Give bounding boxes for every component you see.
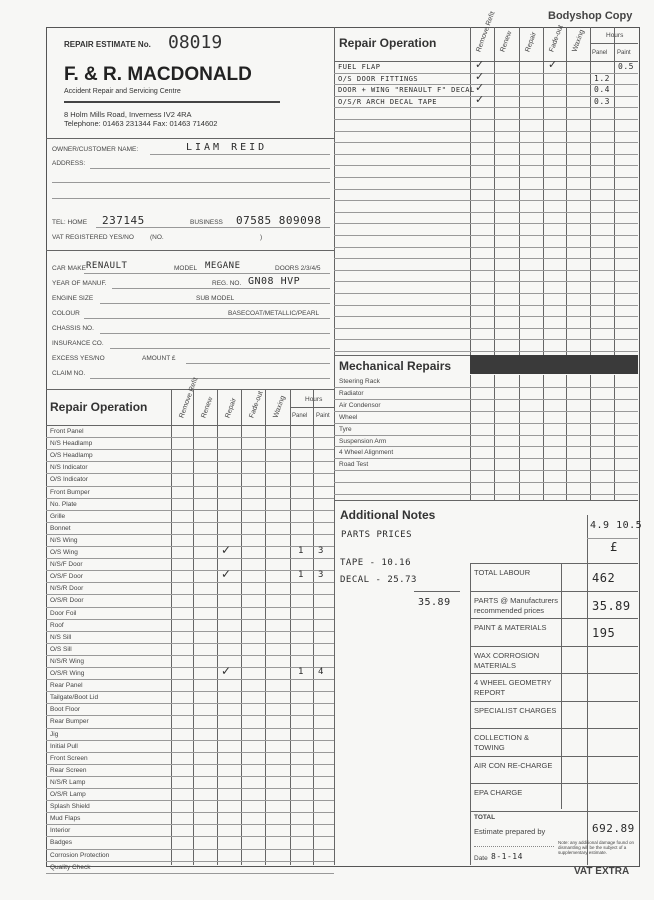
left-row-label: O/S Headlamp	[50, 452, 93, 460]
totals-label: PARTS @ Manufacturers recommended prices	[474, 595, 559, 615]
owner-line	[150, 154, 330, 155]
make-value[interactable]: RENAULT	[86, 261, 128, 271]
left-row-label: Splash Shield	[50, 803, 90, 811]
right-col-header-waxing: Waxing	[571, 28, 586, 53]
left-row-label: N/S Headlamp	[50, 440, 93, 448]
totals-left-border	[470, 563, 471, 865]
mech-row-line	[334, 494, 638, 495]
mech-row-line	[334, 470, 638, 471]
left-row-line	[46, 776, 334, 777]
totals-row-line	[470, 756, 638, 757]
left-row-line	[46, 437, 334, 438]
right-paint-header: Paint	[617, 50, 631, 56]
right-row-line	[334, 84, 638, 85]
left-row-label: N/S Indicator	[50, 464, 88, 472]
left-hours-divider	[290, 407, 334, 408]
left-row-label: Roof	[50, 621, 64, 629]
left-row-line	[46, 498, 334, 499]
left-col-header-remove: Remove Refit	[178, 376, 200, 419]
left-row-label: Interior	[50, 827, 71, 835]
claim-label: CLAIM NO.	[52, 370, 86, 377]
notes-parts-prices: PARTS PRICES	[341, 530, 413, 540]
vat-label: VAT REGISTERED YES/NO	[52, 234, 134, 241]
mech-row-line	[334, 399, 638, 400]
left-col-header-waxing: Waxing	[272, 394, 287, 419]
left-row-panel: 1	[298, 570, 304, 581]
left-row-label: Bonnet	[50, 524, 71, 532]
left-row-line	[46, 631, 334, 632]
left-row-label: N/S/R Door	[50, 585, 84, 593]
right-row-remove-tick: ✓	[475, 93, 485, 106]
mech-row-label: Steering Rack	[339, 378, 380, 385]
final-total-label: TOTAL	[474, 814, 496, 821]
prepared-label: Estimate prepared by	[474, 827, 546, 836]
right-row-remove-tick: ✓	[475, 59, 485, 71]
totals-top	[470, 563, 638, 564]
totals-label: PAINT & MATERIALS	[474, 623, 547, 632]
excess-label: EXCESS YES/NO	[52, 355, 105, 362]
totals-label: COLLECTION & TOWING	[474, 733, 530, 752]
left-row-label: O/S Sill	[50, 645, 72, 653]
company-divider	[46, 138, 334, 139]
final-total-value: 692.89	[592, 822, 635, 835]
left-row-line	[46, 764, 334, 765]
right-row-line	[334, 339, 638, 340]
right-col-header-remove: Remove Refit	[475, 10, 497, 53]
left-row-panel: 1	[298, 667, 304, 677]
right-row-line	[334, 177, 638, 178]
left-row-line	[46, 582, 334, 583]
right-row-line	[334, 316, 638, 317]
year-line	[112, 288, 330, 289]
vat-no: (NO.	[150, 234, 164, 241]
right-row-line	[334, 107, 638, 108]
right-row-hours: 1.2	[594, 73, 610, 83]
left-row-label: Front Screen	[50, 754, 88, 762]
claim-line	[90, 378, 330, 379]
totals-label: TOTAL LABOUR	[474, 568, 531, 577]
insurance-line	[110, 348, 330, 349]
make-label: CAR MAKE	[52, 265, 86, 272]
right-row-hours: 0.3	[594, 96, 610, 106]
left-row-line	[46, 473, 334, 474]
left-row-paint: 3	[318, 546, 324, 556]
address-line-3	[52, 198, 330, 199]
left-row-label: Boot Floor	[50, 706, 80, 714]
totals-row-line	[470, 673, 638, 674]
make-line	[84, 273, 330, 274]
amount-label: AMOUNT £	[142, 355, 176, 362]
right-row-line	[334, 142, 638, 143]
left-row-line	[46, 522, 334, 523]
right-row-line	[334, 212, 638, 213]
right-row-line	[334, 96, 638, 97]
right-col-header-repair: Repair	[524, 31, 539, 53]
left-row-line	[46, 546, 334, 547]
left-row-paint: 3	[318, 570, 324, 581]
left-row-line	[46, 836, 334, 837]
mech-row-label: Suspension Arm	[339, 437, 387, 445]
date-label: Date	[474, 855, 488, 862]
chassis-label: CHASSIS NO.	[52, 325, 94, 332]
left-row-label: No. Plate	[50, 500, 77, 508]
customer-divider	[46, 250, 334, 251]
right-row-line	[334, 351, 638, 352]
prepared-dots	[474, 846, 554, 847]
mech-row-label: Road Test	[339, 461, 369, 469]
left-row-label: Door Foil	[50, 609, 77, 617]
left-row-label: N/S/R Lamp	[50, 778, 86, 786]
right-col-header-fadeout: Fade-out	[548, 24, 565, 53]
left-row-line	[46, 461, 334, 462]
right-row-remove-tick: ✓	[475, 70, 485, 83]
pound-sign: £	[610, 540, 618, 554]
totals-row-line	[470, 646, 638, 647]
left-panel-header: Panel	[292, 413, 308, 419]
left-row-label: N/S Wing	[50, 536, 78, 544]
mech-row-line	[334, 411, 638, 412]
right-row-text[interactable]: O/S/R ARCH DECAL TAPE	[338, 97, 438, 106]
left-row-line	[46, 788, 334, 789]
left-ops-title: Repair Operation	[50, 400, 148, 414]
totals-row-line	[470, 591, 638, 592]
right-ops-title: Repair Operation	[339, 36, 437, 50]
company-address: 8 Holm Mills Road, Inverness IV2 4RA	[64, 110, 192, 119]
left-row-label: Rear Screen	[50, 766, 87, 774]
left-row-label: Jig	[50, 730, 59, 738]
address-label: ADDRESS:	[52, 160, 86, 167]
vat-close: )	[260, 234, 263, 241]
left-row-label: Rear Bumper	[50, 718, 89, 726]
mech-row-line	[334, 482, 638, 483]
right-row-line	[334, 258, 638, 259]
business-label: BUSINESS	[190, 219, 223, 226]
left-row-line	[46, 594, 334, 595]
left-row-label: O/S/R Wing	[50, 670, 85, 677]
notes-row-line	[587, 538, 638, 539]
business-value[interactable]: 07585 809098	[236, 214, 322, 227]
mech-row-line	[334, 458, 638, 459]
mech-row-line	[334, 435, 638, 436]
address-line-1	[90, 168, 330, 169]
totals-value-border	[587, 515, 588, 865]
left-row-label: Mud Flaps	[50, 815, 81, 823]
tel-home-label: TEL: HOME	[52, 219, 88, 226]
company-tagline: Accident Repair and Servicing Centre	[64, 88, 181, 95]
mech-bottom	[334, 500, 638, 501]
model-label: MODEL	[174, 265, 198, 272]
right-row-hours: 0.5	[618, 62, 634, 71]
excess-line	[186, 363, 330, 364]
left-row-line	[46, 740, 334, 741]
model-value[interactable]: MEGANE	[205, 261, 241, 271]
right-hours-header: Hours	[606, 32, 624, 39]
left-row-line	[46, 679, 334, 680]
right-row-line	[334, 328, 638, 329]
left-row-line	[46, 800, 334, 801]
notes-sum: 35.89	[418, 597, 451, 608]
left-row-line	[46, 715, 334, 716]
left-row-line	[46, 728, 334, 729]
totals-value: 462	[592, 571, 616, 585]
submodel-label: SUB MODEL	[196, 295, 235, 302]
left-row-label: N/S Sill	[50, 633, 72, 641]
owner-label: OWNER/CUSTOMER NAME:	[52, 146, 139, 153]
left-row-paint: 4	[318, 667, 324, 677]
mech-row-line	[334, 446, 638, 447]
totals-row-line	[470, 618, 638, 619]
right-row-line	[334, 154, 638, 155]
left-row-line	[46, 861, 334, 862]
totals-value: 195	[592, 626, 616, 640]
notes-tape: TAPE - 10.16	[340, 558, 412, 568]
left-col-header-fadeout: Fade-out	[248, 390, 265, 419]
right-row-line	[334, 235, 638, 236]
left-row-line	[46, 619, 334, 620]
left-row-label: Initial Pull	[50, 742, 78, 750]
left-row-line	[46, 691, 334, 692]
left-row-label: O/S Wing	[50, 549, 78, 556]
left-col-header-repair: Repair	[224, 397, 239, 419]
totals-row-line	[470, 728, 638, 729]
chassis-line	[100, 333, 330, 334]
right-row-hours: 0.4	[594, 85, 610, 95]
left-row-panel: 1	[298, 546, 304, 556]
right-row-line	[334, 270, 638, 271]
right-col-line	[614, 27, 615, 355]
hours-total: 4.9 10.5	[590, 520, 643, 531]
totals-label: SPECIALIST CHARGES	[474, 705, 557, 715]
totals-inner-border	[561, 563, 562, 809]
estimate-number: 08019	[168, 32, 223, 53]
totals-row-line	[470, 783, 638, 784]
mech-row-label: Tyre	[339, 425, 352, 433]
left-row-line	[46, 655, 334, 656]
right-row-line	[334, 223, 638, 224]
engine-line	[100, 303, 330, 304]
right-row-text[interactable]: FUEL FLAP	[338, 63, 381, 71]
totals-label: WAX CORROSION MATERIALS	[474, 650, 540, 670]
left-row-line	[46, 873, 334, 874]
right-row-text[interactable]: O/S DOOR FITTINGS	[338, 74, 419, 83]
left-row-repair-tick: ✓	[221, 543, 232, 557]
colour-label: COLOUR	[52, 310, 80, 317]
left-row-label: Tailgate/Boot Lid	[50, 694, 99, 702]
right-row-fadeout-tick: ✓	[548, 59, 558, 71]
right-col-line	[494, 27, 495, 355]
left-row-label: O/S Indicator	[50, 476, 88, 484]
left-row-line	[46, 486, 334, 487]
left-row-line	[46, 667, 334, 668]
reg-value[interactable]: GN08 HVP	[248, 276, 301, 287]
left-row-label: Front Bumper	[50, 488, 90, 496]
left-row-label: O/S/F Door	[50, 573, 83, 581]
right-row-line	[334, 247, 638, 248]
reg-label: REG. NO.	[212, 280, 242, 287]
left-row-repair-tick: ✓	[221, 664, 232, 678]
totals-value: 35.89	[592, 598, 631, 613]
notes-sum-line	[414, 591, 460, 592]
mech-row-label: Wheel	[339, 413, 358, 421]
right-row-line	[334, 305, 638, 306]
mech-title: Mechanical Repairs	[339, 359, 452, 373]
right-row-line	[334, 200, 638, 201]
left-ops-header-bottom	[46, 425, 334, 426]
left-row-label: Quality Check	[50, 863, 91, 871]
left-row-label: N/S/R Wing	[50, 657, 84, 665]
date-value: 8-1-14	[491, 852, 523, 861]
mech-row-label: Radiator	[339, 389, 364, 397]
left-row-line	[46, 534, 334, 535]
company-name: F. & R. MACDONALD	[64, 64, 252, 85]
right-panel-header: Panel	[592, 50, 608, 56]
left-row-label: Badges	[50, 839, 73, 847]
right-row-line	[334, 189, 638, 190]
left-row-line	[46, 607, 334, 608]
left-row-label: Rear Panel	[50, 682, 83, 690]
company-underline	[64, 101, 280, 103]
left-row-label: N/S/F Door	[50, 561, 83, 569]
left-row-label: O/S/R Lamp	[50, 791, 86, 798]
left-row-label: Front Panel	[50, 428, 84, 435]
insurance-label: INSURANCE CO.	[52, 340, 104, 347]
right-row-text[interactable]: DOOR + WING "RENAULT F" DECAL	[338, 86, 475, 95]
address-line-2	[52, 182, 330, 183]
totals-label: AIR CON RE-CHARGE	[474, 760, 553, 770]
left-row-line	[46, 510, 334, 511]
right-col-line	[470, 27, 471, 355]
estimate-note: Note: any additional damage found on dismantling will be the subject of a supplementary estimate.	[558, 840, 635, 855]
company-phone: Telephone: 01463 231344 Fax: 01463 714602	[64, 119, 218, 128]
left-hours-header: Hours	[305, 396, 323, 403]
left-row-line	[46, 824, 334, 825]
right-col-line	[566, 27, 567, 355]
right-row-line	[334, 165, 638, 166]
tel-line	[96, 227, 330, 228]
doors-label: DOORS 2/3/4/5	[275, 265, 321, 272]
left-row-line	[46, 449, 334, 450]
left-row-repair-tick: ✓	[221, 567, 232, 582]
right-row-line	[334, 131, 638, 132]
left-row-line	[46, 703, 334, 704]
left-row-line	[46, 752, 334, 753]
colour-line	[84, 318, 330, 319]
right-row-line	[334, 281, 638, 282]
left-row-line	[46, 849, 334, 850]
tel-home-value[interactable]: 237145	[102, 214, 145, 227]
left-row-label: O/S/R Door	[50, 597, 84, 605]
left-row-line	[46, 570, 334, 571]
mech-row-line	[334, 423, 638, 424]
mech-row-label: Air Condensor	[339, 401, 381, 409]
left-row-line	[46, 812, 334, 813]
engine-label: ENGINE SIZE	[52, 295, 94, 302]
notes-decal: DECAL - 25.73	[340, 575, 417, 585]
left-row-label: Corrosion Protection	[50, 851, 110, 859]
estimate-number-label: REPAIR ESTIMATE No.	[64, 40, 151, 49]
totals-label: EPA CHARGE	[474, 788, 523, 797]
basecoat-label: BASECOAT/METALLIC/PEARL	[228, 310, 320, 317]
left-row-line	[46, 558, 334, 559]
left-paint-header: Paint	[316, 413, 330, 419]
left-col-header-renew: Renew	[200, 396, 215, 419]
right-row-line	[334, 73, 638, 74]
totals-row-line	[470, 701, 638, 702]
right-row-remove-tick: ✓	[475, 82, 485, 95]
notes-title: Additional Notes	[340, 508, 436, 522]
owner-value[interactable]: LIAM REID	[186, 142, 268, 153]
totals-label: 4 WHEEL GEOMETRY REPORT	[474, 678, 552, 697]
right-col-line	[519, 27, 520, 355]
right-col-line	[590, 27, 591, 355]
right-ops-header-bottom	[334, 61, 638, 62]
right-col-line	[543, 27, 544, 355]
vat-extra-label: VAT EXTRA	[574, 866, 630, 877]
right-col-header-renew: Renew	[499, 30, 514, 53]
mech-header-band	[470, 355, 638, 374]
left-row-line	[46, 643, 334, 644]
left-row-label: Grille	[50, 512, 66, 520]
mech-row-line	[334, 387, 638, 388]
copy-label: Bodyshop Copy	[548, 10, 633, 22]
right-row-line	[334, 293, 638, 294]
right-row-line	[334, 119, 638, 120]
totals-row-line	[470, 811, 638, 812]
year-label: YEAR OF MANUF.	[52, 280, 107, 287]
mech-row-label: 4 Wheel Alignment	[339, 449, 394, 457]
